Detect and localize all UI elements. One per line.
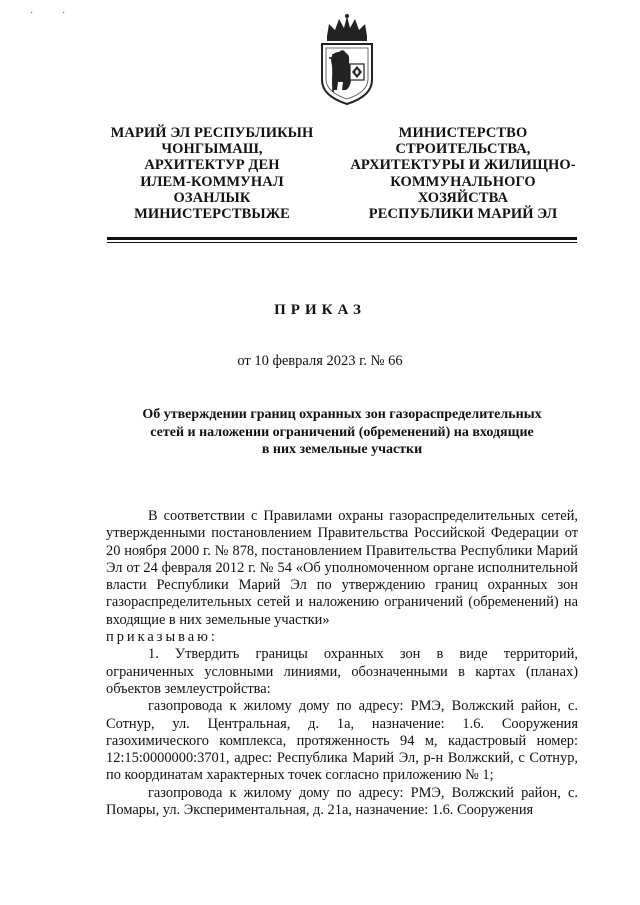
paragraph: газопровода к жилому дому по адресу: РМЭ, Волжский район, с. Помары, ул. Экспериментальная, д. 21а, назначение: 1.6. Сооружения	[106, 784, 578, 819]
header-line: КОММУНАЛЬНОГО	[390, 173, 536, 190]
subject-line: Об утверждении границ охранных зон газораспределительных	[142, 407, 542, 422]
header-line: АРХИТЕКТУРЫ И ЖИЛИЩНО-	[350, 157, 576, 174]
header-line: МИНИСТЕРСТВО	[398, 125, 528, 141]
header-line: ХОЗЯЙСТВА	[417, 189, 509, 206]
paragraph: 1. Утвердить границы охранных зон в виде территорий, ограниченных условными линиями, обозначенными в картах (планах) объектов землеустройства:	[106, 646, 578, 697]
ministry-name-russian	[338, 125, 588, 222]
order-word: приказываю:	[106, 629, 218, 646]
header-line: АРХИТЕКТУР ДЕН	[144, 157, 280, 174]
ministry-name-mari	[105, 125, 319, 222]
subject-line: сетей и наложении ограничений (обременений) на входящие	[150, 424, 534, 440]
header-line: СТРОИТЕЛЬСТВА,	[395, 141, 531, 158]
paragraph: В соответствии с Правилами охраны газораспределительных сетей, утвержденными постановлением Правительства Российской Федерации от 20 ноября 2000 г. № 878, постановлением Правительства Республики Марий Эл от 24 февраля 2012 г. № 54 «Об уполномоченном органе исполнительной власти Республики Марий Эл по утверждению границ охранных зон газораспределительных сетей и наложению ограничений (обременений) на входящие в них земельные участки»	[106, 508, 578, 628]
header-line: ИЛЕМ-КОММУНАЛ	[140, 173, 284, 190]
header-line: РЕСПУБЛИКИ МАРИЙ ЭЛ	[368, 206, 558, 223]
header-line: МАРИЙ ЭЛ РЕСПУБЛИКЫН	[110, 125, 314, 141]
header-line: ОЗАНЛЫК	[173, 189, 251, 206]
document-subject	[112, 406, 572, 459]
header-line: ЧОНГЫМАШ,	[161, 141, 263, 158]
coat-of-arms-icon	[318, 10, 376, 106]
header-line: МИНИСТЕРСТВЫЖЕ	[134, 206, 290, 223]
header-divider	[107, 237, 577, 240]
document-date: от 10 февраля 2023 г. № 66	[237, 353, 403, 369]
paragraph: газопровода к жилому дому по адресу: РМЭ, Волжский район, с. Сотнур, ул. Центральная, д. 1а, назначение: 1.6. Сооружения газохимического комплекса, протяженность 94 м, кадастровый номер: 12:15:0000000:3701, адрес: Республика Марий Эл, р-н Волжский, с Сотнур, по координатам характерных точек согласно приложению № 1;	[106, 698, 578, 784]
header-divider	[107, 242, 577, 243]
scan-mark: ·	[62, 8, 66, 19]
scan-mark: ·	[30, 8, 34, 19]
document-title: ПРИКАЗ	[274, 302, 366, 318]
subject-line: в них земельные участки	[261, 442, 423, 457]
document-body	[106, 508, 578, 819]
